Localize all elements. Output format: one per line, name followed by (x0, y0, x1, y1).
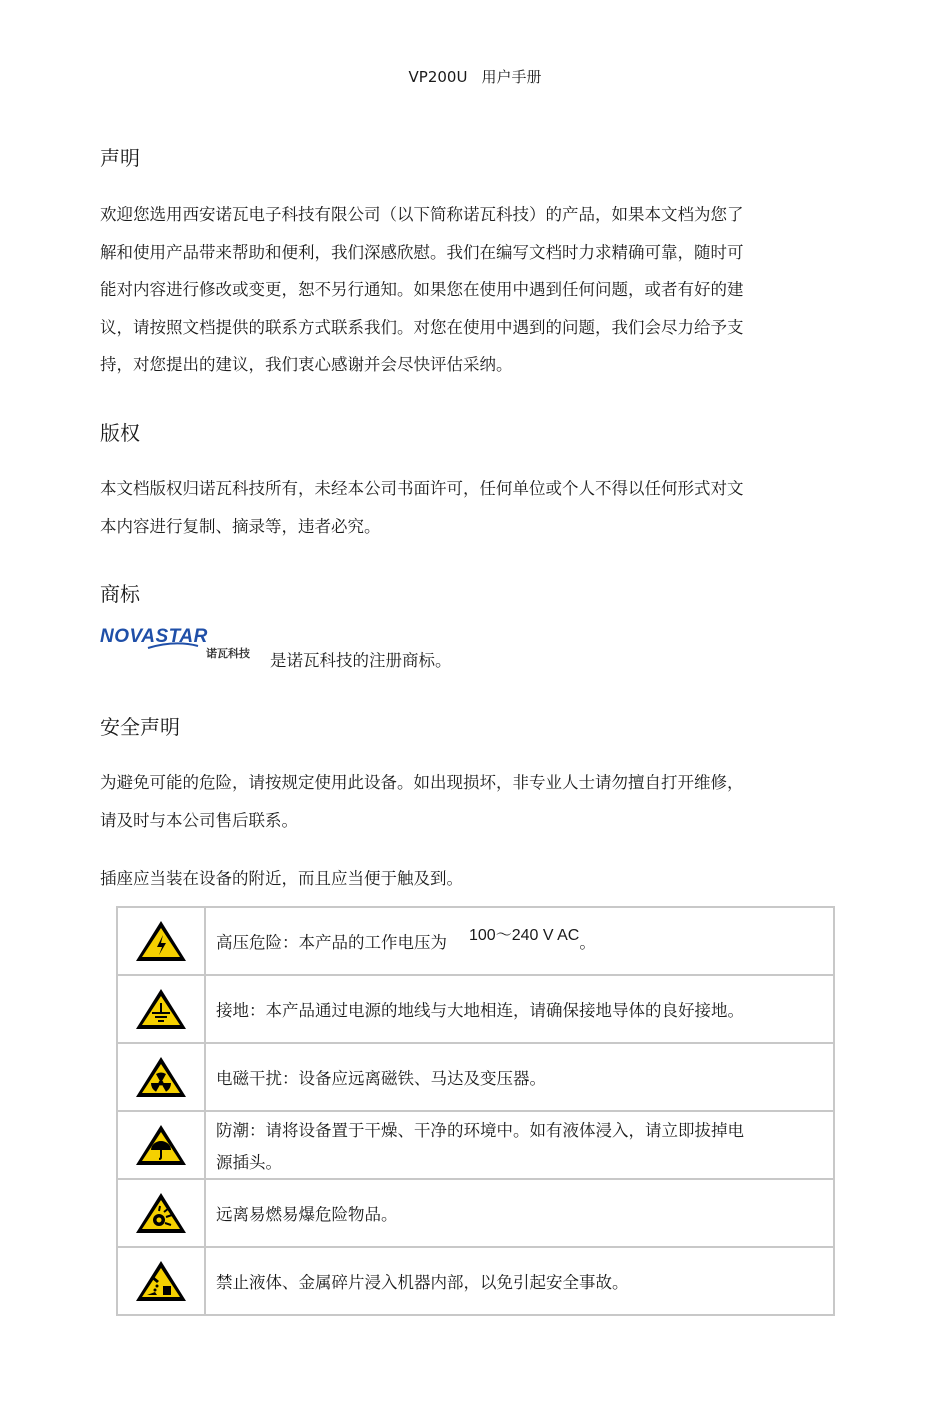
table-row (117, 975, 834, 1043)
grounding-icon (133, 986, 189, 1032)
table-row (117, 907, 834, 975)
radiation-icon (133, 1054, 189, 1100)
table-cell-icon (117, 907, 205, 975)
table-cell-text (205, 1111, 834, 1179)
svg-text:NOVASTAR: NOVASTAR (100, 626, 208, 647)
safety-line: 为避免可能的危险，请按规定使用此设备。如出现损坏，非专业人士请勿擅自打开维修， (100, 773, 744, 792)
statement-paragraph (100, 196, 800, 384)
hazard-suffix: 。 (579, 933, 596, 952)
section-heading-trademark: 商标 (100, 582, 140, 606)
socket-note: 插座应当装在设备的附近，而且应当便于触及到。 (100, 869, 463, 888)
section-heading-safety: 安全声明 (100, 715, 180, 739)
statement-line: 欢迎您选用西安诺瓦电子科技有限公司（以下简称诺瓦科技）的产品，如果本文档为您了 (100, 205, 744, 224)
copyright-line: 本文档版权归诺瓦科技所有，未经本公司书面许可，任何单位或个人不得以任何形式对文 (100, 479, 744, 498)
corrosive-icon (133, 1258, 189, 1304)
table-cell-text (205, 907, 834, 975)
section-heading-copyright: 版权 (100, 421, 140, 445)
table-cell-icon (117, 1247, 205, 1315)
safety-table (116, 906, 835, 1316)
high-voltage-icon (133, 918, 189, 964)
copyright-paragraph (100, 470, 800, 545)
statement-line: 议，请按照文档提供的联系方式联系我们。对您在使用中遇到的问题，我们会尽力给予支 (100, 317, 744, 337)
table-row (117, 1043, 834, 1111)
page-header (0, 66, 950, 87)
voltage-range: 100～240 V AC (469, 927, 580, 944)
section-heading-statement: 声明 (100, 146, 140, 170)
hazard-text-line: 源插头。 (216, 1153, 282, 1172)
table-row (117, 1179, 834, 1247)
table-cell-text: 远离易燃易爆危险物品。 (205, 1179, 834, 1247)
header-title: 用户手册 (481, 68, 542, 86)
svg-text:诺瓦科技: 诺瓦科技 (206, 647, 250, 660)
statement-line: 解和使用产品带来帮助和便利，我们深感欣慰。我们在编写文档时力求精确可靠，随时可 (100, 242, 744, 262)
trademark-text: 是诺瓦科技的注册商标。 (270, 651, 452, 670)
table-cell-text: 接地：本产品通过电源的地线与大地相连，请确保接地导体的良好接地。 (205, 975, 834, 1043)
table-cell-text: 电磁干扰：设备应远离磁铁、马达及变压器。 (205, 1043, 834, 1111)
copyright-line: 本内容进行复制、摘录等，违者必究。 (100, 516, 381, 536)
novastar-logo (100, 626, 260, 660)
hazard-text-line: 防潮：请将设备置于干燥、干净的环境中。如有液体浸入，请立即拔掉电 (216, 1121, 744, 1140)
table-cell-icon (117, 1043, 205, 1111)
statement-line: 持，对您提出的建议，我们衷心感谢并会尽快评估采纳。 (100, 355, 513, 374)
hazard-text: 高压危险：本产品的工作电压为 (216, 933, 447, 952)
statement-line: 能对内容进行修改或变更，恕不另行通知。如果您在使用中遇到任何问题，或者有好的建 (100, 280, 744, 299)
table-cell-icon (117, 975, 205, 1043)
header-model: VP200U (408, 68, 468, 86)
safety-line: 请及时与本公司售后联系。 (100, 810, 298, 830)
flammable-icon (133, 1190, 189, 1236)
safety-paragraph (100, 764, 800, 839)
table-cell-icon (117, 1111, 205, 1179)
table-cell-icon (117, 1179, 205, 1247)
table-row (117, 1111, 834, 1179)
table-row (117, 1247, 834, 1315)
table-cell-text: 禁止液体、金属碎片浸入机器内部，以免引起安全事故。 (205, 1247, 834, 1315)
moisture-icon (133, 1122, 189, 1168)
